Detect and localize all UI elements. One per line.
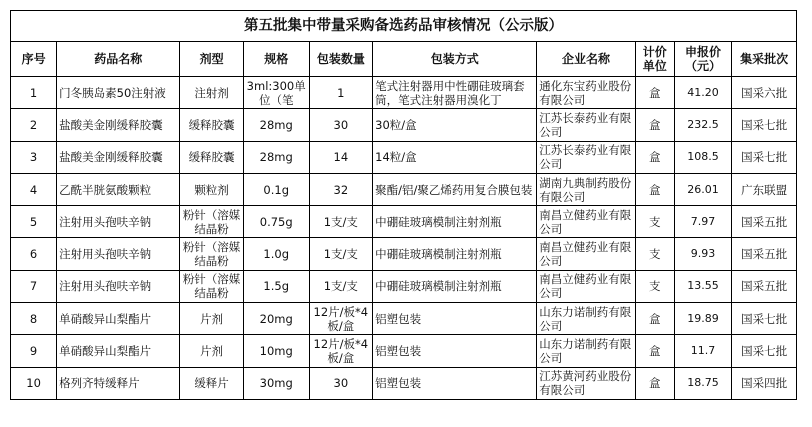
cell-company-name: 南昌立健药业有限公司	[537, 206, 635, 238]
cell-procurement-batch: 国采七批	[732, 335, 797, 367]
table-row	[11, 270, 797, 302]
header-package-quantity: 包装数量	[309, 42, 373, 77]
cell-index: 4	[11, 173, 57, 205]
cell-package-quantity: 1	[309, 77, 373, 109]
cell-procurement-batch: 国采六批	[732, 77, 797, 109]
cell-package-quantity: 1支/支	[309, 238, 373, 270]
cell-company-name: 山东力诺制药有限公司	[537, 335, 635, 367]
table-row	[11, 206, 797, 238]
cell-pricing-unit: 支	[635, 206, 674, 238]
cell-index: 6	[11, 238, 57, 270]
cell-declared-price: 232.5	[674, 109, 731, 141]
cell-pricing-unit: 盒	[635, 109, 674, 141]
cell-declared-price: 41.20	[674, 77, 731, 109]
cell-package-method: 聚酯/铝/聚乙烯药用复合膜包装	[373, 173, 537, 205]
cell-package-quantity: 32	[309, 173, 373, 205]
cell-declared-price: 11.7	[674, 335, 731, 367]
cell-pricing-unit: 盒	[635, 173, 674, 205]
cell-package-quantity: 30	[309, 109, 373, 141]
cell-package-quantity: 12片/板*4板/盒	[309, 335, 373, 367]
cell-drug-name: 门冬胰岛素50注射液	[57, 77, 180, 109]
cell-procurement-batch: 国采五批	[732, 238, 797, 270]
header-procurement-batch: 集采批次	[732, 42, 797, 77]
cell-declared-price: 7.97	[674, 206, 731, 238]
cell-index: 10	[11, 367, 57, 399]
cell-dosage-form: 粉针（溶媒结晶粉	[180, 270, 244, 302]
cell-package-method: 铝塑包装	[373, 303, 537, 335]
table-row	[11, 173, 797, 205]
cell-procurement-batch: 国采五批	[732, 270, 797, 302]
cell-dosage-form: 缓释胶囊	[180, 141, 244, 173]
cell-company-name: 江苏长泰药业有限公司	[537, 109, 635, 141]
cell-specification: 0.75g	[243, 206, 309, 238]
cell-pricing-unit: 盒	[635, 77, 674, 109]
cell-index: 1	[11, 77, 57, 109]
table-row	[11, 238, 797, 270]
table-body	[11, 77, 797, 400]
cell-dosage-form: 缓释胶囊	[180, 109, 244, 141]
table-row	[11, 77, 797, 109]
cell-drug-name: 乙酰半胱氨酸颗粒	[57, 173, 180, 205]
cell-drug-name: 单硝酸异山梨酯片	[57, 303, 180, 335]
cell-drug-name: 格列齐特缓释片	[57, 367, 180, 399]
cell-pricing-unit: 盒	[635, 141, 674, 173]
cell-index: 7	[11, 270, 57, 302]
cell-package-method: 14粒/盒	[373, 141, 537, 173]
procurement-table-container	[10, 10, 797, 400]
cell-index: 2	[11, 109, 57, 141]
cell-specification: 3ml:300单位（笔	[243, 77, 309, 109]
table-row	[11, 367, 797, 399]
cell-procurement-batch: 国采七批	[732, 109, 797, 141]
table-row	[11, 303, 797, 335]
header-row	[11, 42, 797, 77]
cell-declared-price: 18.75	[674, 367, 731, 399]
cell-specification: 1.0g	[243, 238, 309, 270]
cell-procurement-batch: 国采七批	[732, 141, 797, 173]
cell-package-method: 笔式注射器用中性硼硅玻璃套筒，笔式注射器用溴化丁	[373, 77, 537, 109]
header-pricing-unit: 计价单位	[635, 42, 674, 77]
cell-dosage-form: 粉针（溶媒结晶粉	[180, 238, 244, 270]
cell-drug-name: 盐酸美金刚缓释胶囊	[57, 109, 180, 141]
table-title: 第五批集中带量采购备选药品审核情况（公示版）	[11, 11, 797, 42]
cell-procurement-batch: 国采七批	[732, 303, 797, 335]
cell-declared-price: 26.01	[674, 173, 731, 205]
cell-specification: 20mg	[243, 303, 309, 335]
cell-company-name: 通化东宝药业股份有限公司	[537, 77, 635, 109]
cell-declared-price: 13.55	[674, 270, 731, 302]
cell-pricing-unit: 支	[635, 238, 674, 270]
cell-declared-price: 19.89	[674, 303, 731, 335]
cell-procurement-batch: 广东联盟	[732, 173, 797, 205]
cell-dosage-form: 注射剂	[180, 77, 244, 109]
cell-dosage-form: 颗粒剂	[180, 173, 244, 205]
cell-pricing-unit: 盒	[635, 335, 674, 367]
cell-declared-price: 9.93	[674, 238, 731, 270]
cell-company-name: 南昌立健药业有限公司	[537, 238, 635, 270]
cell-drug-name: 单硝酸异山梨酯片	[57, 335, 180, 367]
cell-package-method: 中硼硅玻璃模制注射剂瓶	[373, 238, 537, 270]
cell-drug-name: 注射用头孢呋辛钠	[57, 206, 180, 238]
cell-package-quantity: 30	[309, 367, 373, 399]
cell-package-method: 中硼硅玻璃模制注射剂瓶	[373, 270, 537, 302]
cell-pricing-unit: 盒	[635, 367, 674, 399]
cell-package-quantity: 1支/支	[309, 270, 373, 302]
cell-pricing-unit: 支	[635, 270, 674, 302]
cell-procurement-batch: 国采五批	[732, 206, 797, 238]
cell-company-name: 湖南九典制药股份有限公司	[537, 173, 635, 205]
cell-package-method: 铝塑包装	[373, 335, 537, 367]
table-row	[11, 335, 797, 367]
cell-specification: 28mg	[243, 109, 309, 141]
header-dosage-form: 剂型	[180, 42, 244, 77]
cell-company-name: 江苏黄河药业股份有限公司	[537, 367, 635, 399]
cell-specification: 0.1g	[243, 173, 309, 205]
header-index: 序号	[11, 42, 57, 77]
cell-drug-name: 盐酸美金刚缓释胶囊	[57, 141, 180, 173]
cell-procurement-batch: 国采四批	[732, 367, 797, 399]
cell-company-name: 山东力诺制药有限公司	[537, 303, 635, 335]
cell-dosage-form: 片剂	[180, 335, 244, 367]
procurement-table	[10, 10, 797, 400]
cell-package-method: 中硼硅玻璃模制注射剂瓶	[373, 206, 537, 238]
header-drug-name: 药品名称	[57, 42, 180, 77]
cell-dosage-form: 片剂	[180, 303, 244, 335]
header-declared-price: 申报价（元）	[674, 42, 731, 77]
cell-index: 5	[11, 206, 57, 238]
cell-package-method: 30粒/盒	[373, 109, 537, 141]
cell-drug-name: 注射用头孢呋辛钠	[57, 238, 180, 270]
table-row	[11, 109, 797, 141]
cell-specification: 30mg	[243, 367, 309, 399]
cell-dosage-form: 粉针（溶媒结晶粉	[180, 206, 244, 238]
cell-company-name: 南昌立健药业有限公司	[537, 270, 635, 302]
cell-index: 9	[11, 335, 57, 367]
cell-company-name: 江苏长泰药业有限公司	[537, 141, 635, 173]
table-row	[11, 141, 797, 173]
cell-specification: 1.5g	[243, 270, 309, 302]
cell-package-quantity: 12片/板*4板/盒	[309, 303, 373, 335]
header-company-name: 企业名称	[537, 42, 635, 77]
cell-specification: 10mg	[243, 335, 309, 367]
cell-pricing-unit: 盒	[635, 303, 674, 335]
header-specification: 规格	[243, 42, 309, 77]
header-package-method: 包装方式	[373, 42, 537, 77]
cell-declared-price: 108.5	[674, 141, 731, 173]
cell-package-method: 铝塑包装	[373, 367, 537, 399]
cell-specification: 28mg	[243, 141, 309, 173]
cell-package-quantity: 1支/支	[309, 206, 373, 238]
cell-dosage-form: 缓释片	[180, 367, 244, 399]
cell-drug-name: 注射用头孢呋辛钠	[57, 270, 180, 302]
cell-package-quantity: 14	[309, 141, 373, 173]
cell-index: 8	[11, 303, 57, 335]
cell-index: 3	[11, 141, 57, 173]
